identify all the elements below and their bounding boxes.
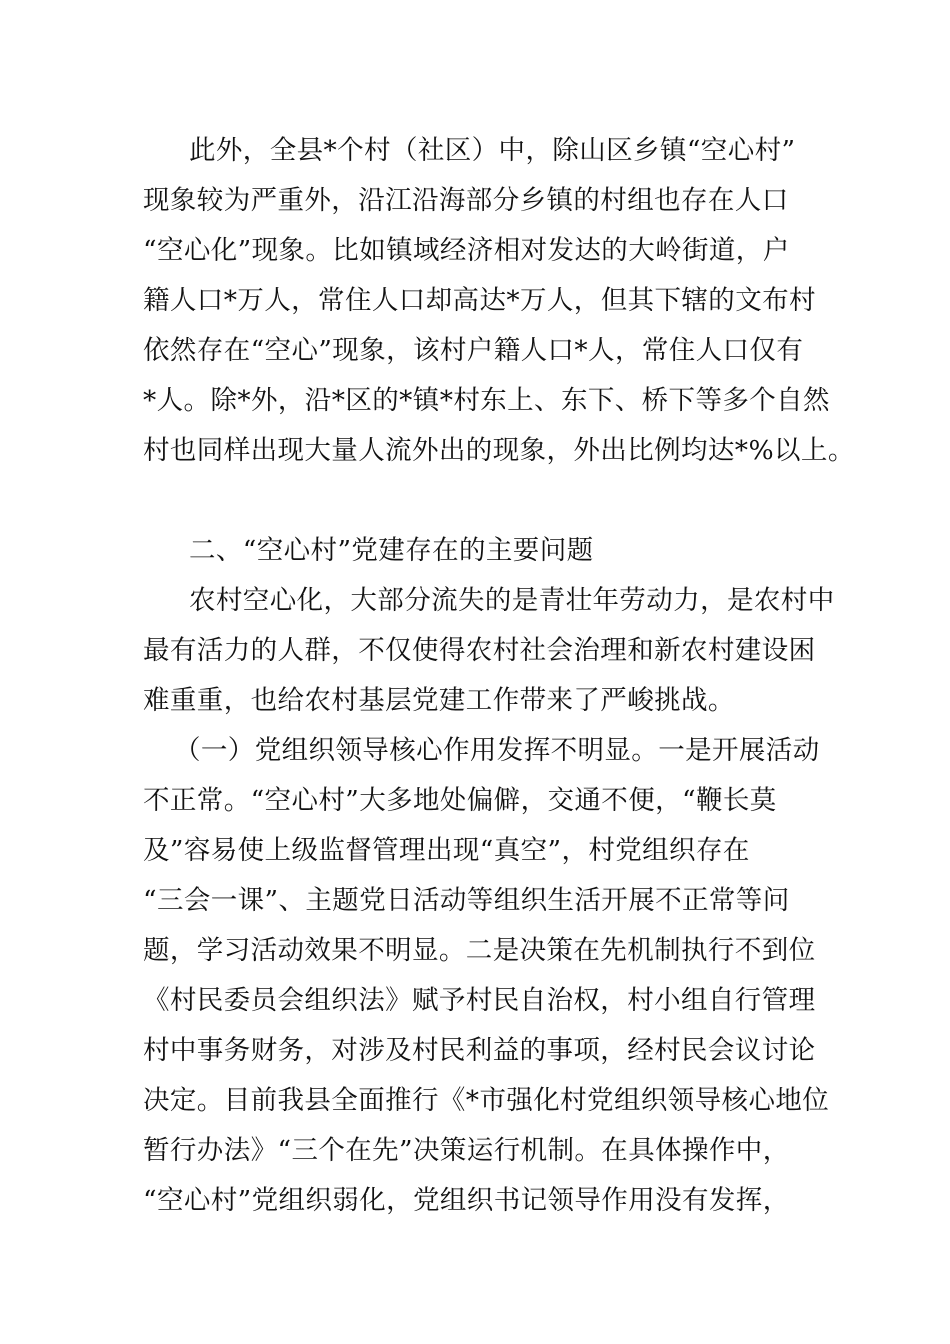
paragraph-3-line-2: 不正常。“空心村”大多地处偏僻，交通不便，“鞭长莫 [143, 785, 777, 816]
paragraph-2-line-2: 最有活力的人群，不仅使得农村社会治理和新农村建设困 [143, 635, 816, 666]
paragraph-1-line-5: 依然存在“空心”现象，该村户籍人口*人，常住人口仅有 [143, 335, 804, 366]
section-heading: 二、“空心村”党建存在的主要问题 [189, 535, 594, 566]
paragraph-3-line-3: 及”容易使上级监督管理出现“真空”，村党组织存在 [143, 835, 750, 866]
paragraph-1-line-4: 籍人口*万人，常住人口却高达*万人，但其下辖的文布村 [143, 285, 816, 316]
paragraph-3-line-9: 暂行办法》“三个在先”决策运行机制。在具体操作中， [143, 1135, 790, 1166]
paragraph-1-line-7: 村也同样出现大量人流外出的现象，外出比例均达*%以上。 [143, 435, 855, 466]
paragraph-1-line-2: 现象较为严重外，沿江沿海部分乡镇的村组也存在人口 [143, 185, 789, 216]
paragraph-3-line-8: 决定。目前我县全面推行《*市强化村党组织领导核心地位 [143, 1085, 830, 1116]
paragraph-2-line-3: 难重重，也给农村基层党建工作带来了严峻挑战。 [143, 685, 735, 716]
paragraph-3-line-10: “空心村”党组织弱化，党组织书记领导作用没有发挥， [143, 1185, 790, 1216]
paragraph-3-line-5: 题，学习活动效果不明显。二是决策在先机制执行不到位 [143, 935, 816, 966]
paragraph-1-line-1: 此外，全县*个村（社区）中，除山区乡镇“空心村” [189, 135, 796, 166]
paragraph-3-line-6: 《村民委员会组织法》赋予村民自治权，村小组自行管理 [143, 985, 816, 1016]
paragraph-3-line-1: （一）党组织领导核心作用发挥不明显。一是开展活动 [174, 735, 820, 766]
paragraph-2-line-1: 农村空心化，大部分流失的是青壮年劳动力，是农村中 [189, 585, 835, 616]
paragraph-3-line-4: “三会一课”、主题党日活动等组织生活开展不正常等问 [143, 885, 790, 916]
paragraph-1-line-3: “空心化”现象。比如镇域经济相对发达的大岭街道，户 [143, 235, 790, 266]
paragraph-1-line-6: *人。除*外，沿*区的*镇*村东上、东下、桥下等多个自然 [143, 385, 830, 416]
paragraph-3-line-7: 村中事务财务，对涉及村民利益的事项，经村民会议讨论 [143, 1035, 816, 1066]
